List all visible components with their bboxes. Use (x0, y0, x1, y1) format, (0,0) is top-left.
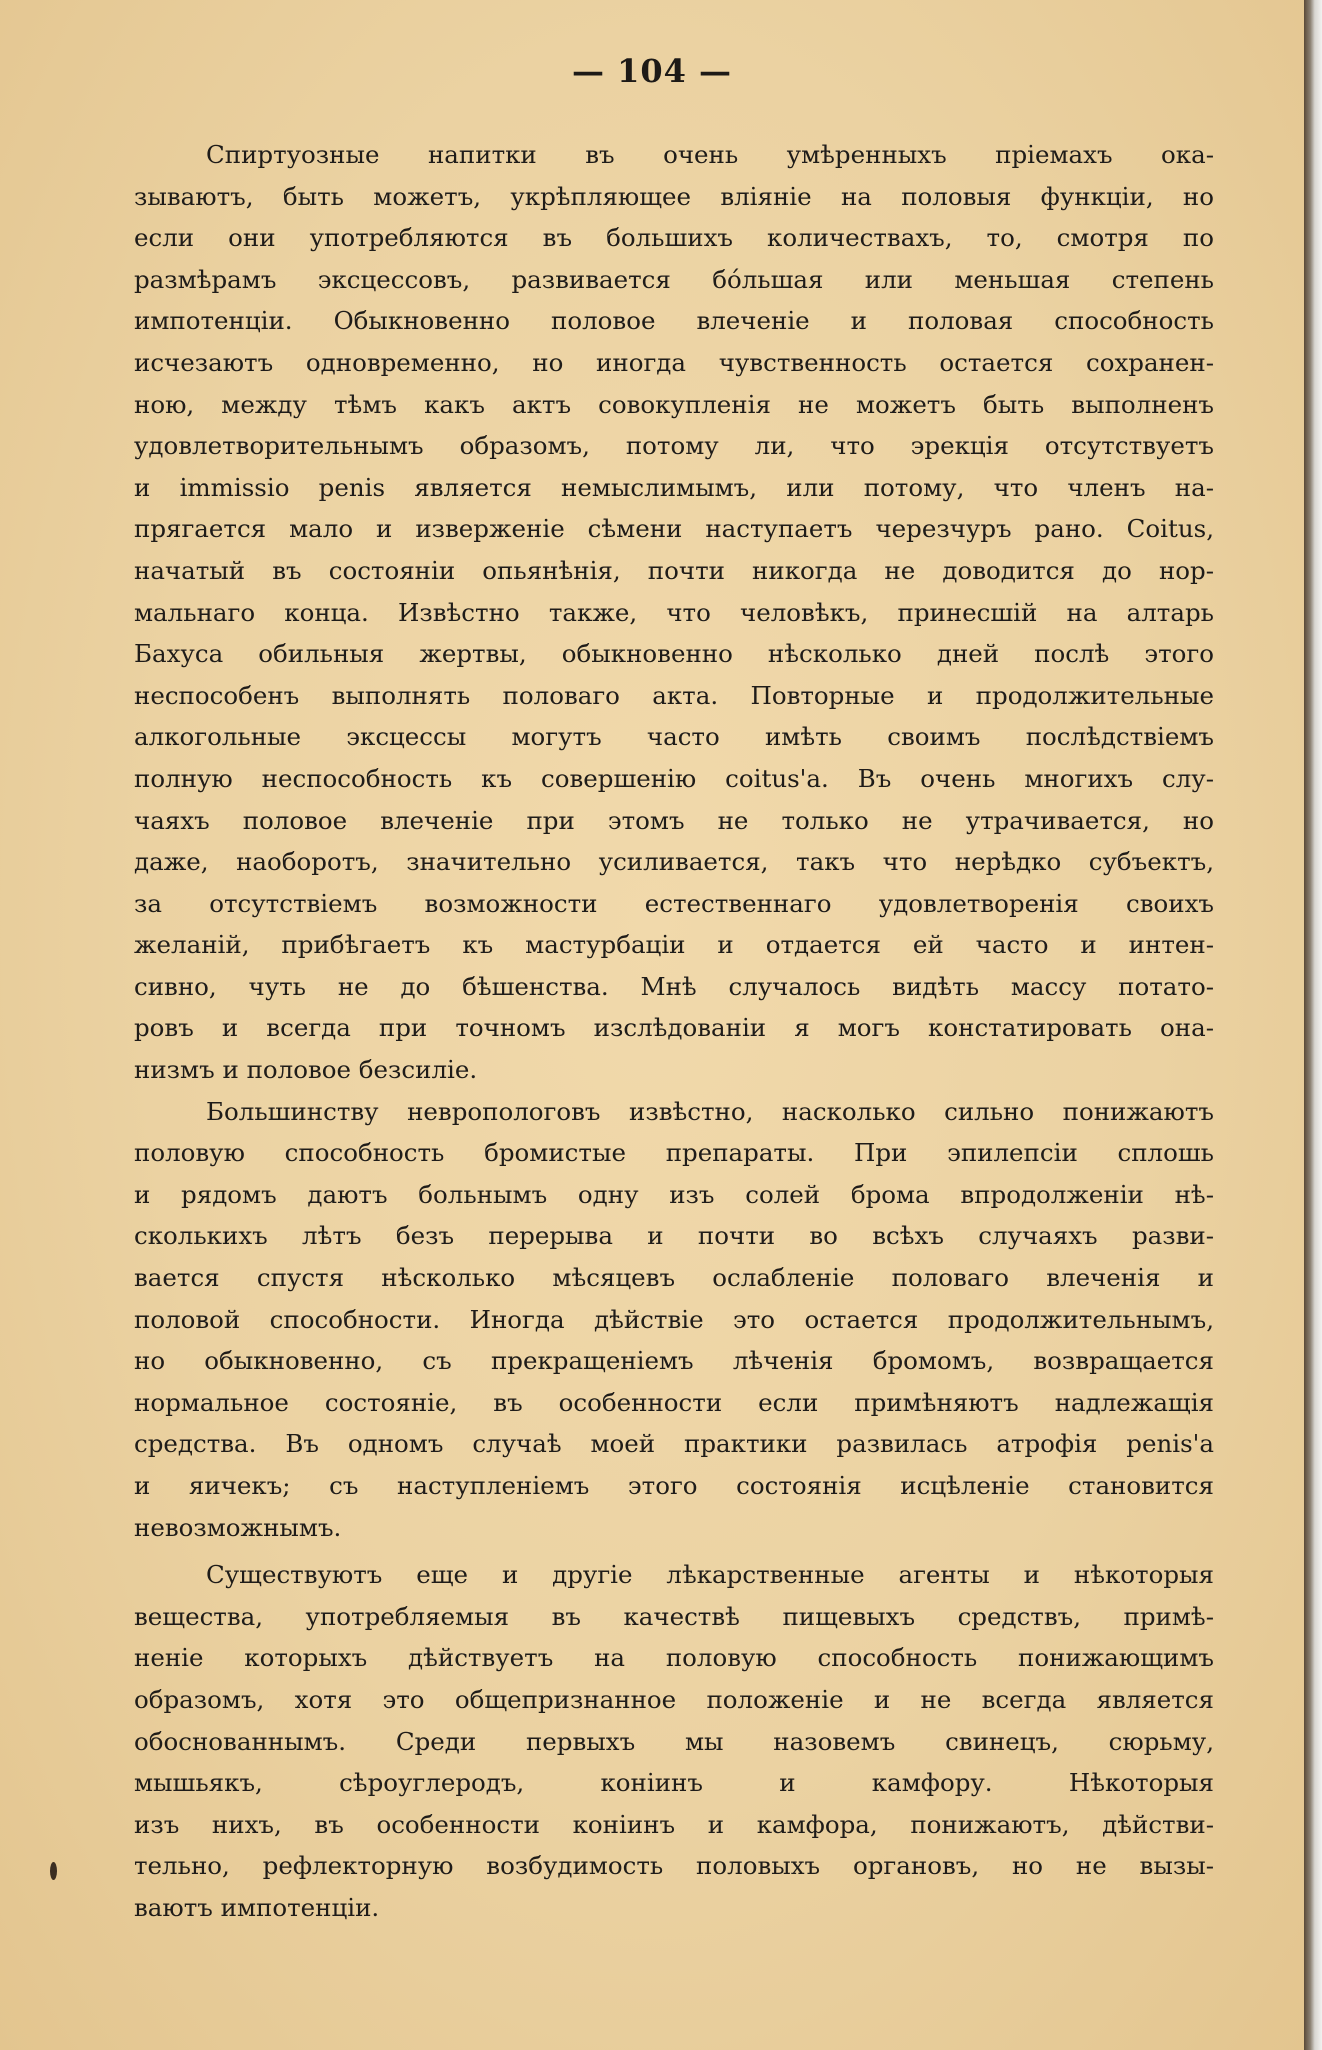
text-line: сколькихъ лѣтъ безъ перерыва и почти во всѣхъ случаяхъ разви- (134, 1221, 1214, 1251)
scan-edge (1304, 0, 1322, 2050)
text-line: если они употребляются въ большихъ количествахъ, то, смотря по (134, 223, 1214, 253)
text-line: ною, между тѣмъ какъ актъ совокупленія не можетъ быть выполненъ (134, 389, 1214, 419)
text-line: вещества, употребляемыя въ качествѣ пищевыхъ средствъ, примѣ- (134, 1601, 1214, 1631)
text-line: ровъ и всегда при точномъ изслѣдованіи я могъ констатировать она- (134, 1013, 1214, 1043)
text-line: прягается мало и изверженіе сѣмени наступаетъ черезчуръ рано. Coitus, (134, 514, 1214, 544)
text-line: нормальное состояніе, въ особенности если примѣняютъ надлежащія (134, 1387, 1214, 1417)
text-line: импотенціи. Обыкновенно половое влеченіе и половая способность (134, 306, 1214, 336)
text-line: и immissio penis является немыслимымъ, или потому, что членъ на- (134, 472, 1214, 502)
text-line: зываютъ, быть можетъ, укрѣпляющее вліяніе на половыя функціи, но (134, 181, 1214, 211)
text-line: полную неспособность къ совершенію coitus'а. Въ очень многихъ слу- (134, 763, 1214, 793)
text-line: низмъ и половое безсиліе. (134, 1055, 478, 1085)
text-line: Существуютъ еще и другіе лѣкарственные агенты и нѣкоторыя (206, 1560, 1214, 1590)
text-line: неспособенъ выполнять половаго акта. Повторные и продолжительные (134, 680, 1214, 710)
text-line: половой способности. Иногда дѣйствіе это остается продолжительнымъ, (134, 1304, 1214, 1334)
text-line: Большинству невропологовъ извѣстно, насколько сильно понижаютъ (206, 1096, 1214, 1126)
text-line: ваютъ импотенціи. (134, 1892, 380, 1922)
text-line: средства. Въ одномъ случаѣ моей практики развилась атрофія penis'а (134, 1429, 1214, 1459)
text-line: начатый въ состояніи опьянѣнія, почти никогда не доводится до нор- (134, 555, 1214, 585)
text-line: невозможнымъ. (134, 1512, 342, 1542)
ink-smudge (50, 1862, 57, 1880)
text-line: но обыкновенно, съ прекращеніемъ лѣченія бромомъ, возвращается (134, 1346, 1214, 1376)
page-number: — 104 — (571, 52, 733, 90)
text-line: желаній, прибѣгаетъ къ мастурбаціи и отдается ей часто и интен- (134, 930, 1214, 960)
text-line: Бахуса обильныя жертвы, обыкновенно нѣсколько дней послѣ этого (134, 639, 1214, 669)
text-line: мальнаго конца. Извѣстно также, что человѣкъ, принесшій на алтарь (134, 597, 1214, 627)
text-line: неніе которыхъ дѣйствуетъ на половую способность понижающимъ (134, 1643, 1214, 1673)
text-line: алкогольные эксцессы могутъ часто имѣть своимъ послѣдствіемъ (134, 722, 1214, 752)
text-line: мышьякъ, сѣроуглеродъ, коніинъ и камфору. Нѣкоторыя (134, 1768, 1214, 1798)
paragraph-3 (134, 1554, 1214, 1928)
paragraph-2 (134, 1091, 1214, 1549)
text-line: чаяхъ половое влеченіе при этомъ не только не утрачивается, но (134, 805, 1214, 835)
text-line: за отсутствіемъ возможности естественнаго удовлетворенія своихъ (134, 888, 1214, 918)
text-line: половую способность бромистые препараты. При эпилепсіи сплошь (134, 1138, 1214, 1168)
text-line: изъ нихъ, въ особенности коніинъ и камфора, понижаютъ, дѣйстви- (134, 1809, 1214, 1839)
text-line: исчезаютъ одновременно, но иногда чувственность остается сохранен- (134, 347, 1214, 377)
text-line: и яичекъ; съ наступленіемъ этого состоянія исцѣленіе становится (134, 1471, 1214, 1500)
text-line: обоснованнымъ. Среди первыхъ мы назовемъ свинецъ, сюрьму, (134, 1726, 1214, 1756)
text-line: образомъ, хотя это общепризнанное положеніе и не всегда является (134, 1684, 1214, 1714)
text-line: и рядомъ даютъ больнымъ одну изъ солей брома впродолженіи нѣ- (134, 1179, 1214, 1209)
text-line: вается спустя нѣсколько мѣсяцевъ ослабленіе половаго влеченія и (134, 1263, 1214, 1293)
text-line: тельно, рефлекторную возбудимость половыхъ органовъ, но не вызы- (134, 1851, 1214, 1881)
text-line: удовлетворительнымъ образомъ, потому ли, что эрекція отсутствуетъ (134, 431, 1214, 461)
text-line: размѣрамъ эксцессовъ, развивается бóльшая или меньшая степень (134, 264, 1214, 294)
body-text (134, 134, 1214, 1929)
text-line: сивно, чуть не до бѣшенства. Мнѣ случалось видѣть массу потато- (134, 971, 1214, 1001)
text-line: даже, наоборотъ, значительно усиливается, такъ что нерѣдко субъектъ, (134, 847, 1214, 877)
text-line: Спиртуозные напитки въ очень умѣренныхъ пріемахъ ока- (206, 140, 1214, 169)
paragraph-1 (134, 134, 1214, 1091)
